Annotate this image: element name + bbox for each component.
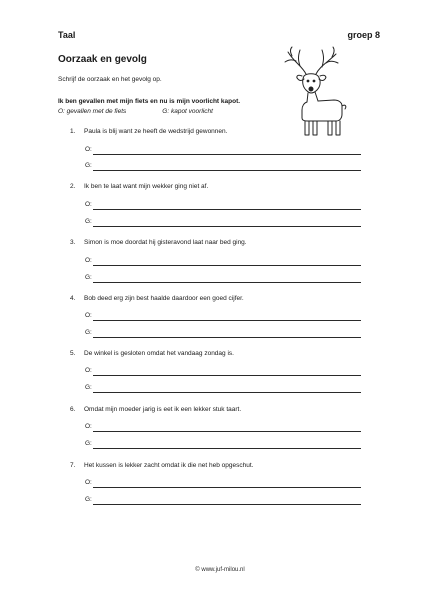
cause-label: O: bbox=[85, 312, 92, 319]
effect-label: G: bbox=[85, 384, 92, 391]
example-cause: O: gevallen met de fiets bbox=[58, 108, 127, 115]
reindeer-illustration bbox=[280, 46, 350, 138]
writing-line bbox=[93, 170, 361, 171]
writing-line bbox=[93, 320, 361, 321]
question-text: Omdat mijn moeder jarig is eet ik een lekker stuk taart. bbox=[84, 406, 242, 413]
writing-line bbox=[93, 154, 361, 155]
effect-answer-line-1[interactable] bbox=[85, 162, 361, 171]
example-effect: G: kapot voorlicht bbox=[162, 108, 213, 115]
cause-answer-line-1[interactable] bbox=[85, 146, 361, 155]
writing-line bbox=[93, 431, 361, 432]
question-number: 7. bbox=[70, 462, 76, 469]
writing-line bbox=[93, 487, 361, 488]
writing-line bbox=[93, 504, 361, 505]
effect-label: G: bbox=[85, 496, 92, 503]
cause-answer-line-3[interactable] bbox=[85, 257, 361, 266]
effect-label: G: bbox=[85, 440, 92, 447]
cause-answer-line-5[interactable] bbox=[85, 367, 361, 376]
cause-answer-line-2[interactable] bbox=[85, 201, 361, 210]
instruction-text: Schrijf de oorzaak en het gevolg op. bbox=[58, 76, 162, 83]
writing-line bbox=[93, 448, 361, 449]
effect-label: G: bbox=[85, 329, 92, 336]
writing-line bbox=[93, 226, 361, 227]
writing-line bbox=[93, 282, 361, 283]
group-label: groep 8 bbox=[347, 30, 380, 40]
question-number: 1. bbox=[70, 128, 76, 135]
question-3 bbox=[70, 239, 247, 246]
cause-answer-line-7[interactable] bbox=[85, 479, 361, 488]
question-4 bbox=[70, 295, 244, 302]
effect-answer-line-4[interactable] bbox=[85, 329, 361, 338]
question-2 bbox=[70, 183, 208, 190]
question-number: 6. bbox=[70, 406, 76, 413]
page-title: Oorzaak en gevolg bbox=[58, 54, 147, 65]
cause-label: O: bbox=[85, 367, 92, 374]
effect-answer-line-5[interactable] bbox=[85, 384, 361, 393]
cause-answer-line-4[interactable] bbox=[85, 312, 361, 321]
question-1 bbox=[70, 128, 227, 135]
question-text: Ik ben te laat want mijn wekker ging niet af. bbox=[84, 183, 209, 190]
question-number: 3. bbox=[70, 239, 76, 246]
footer-copyright: © www.juf-milou.nl bbox=[195, 567, 245, 573]
writing-line bbox=[93, 392, 361, 393]
question-6 bbox=[70, 406, 241, 413]
example-sentence: Ik ben gevallen met mijn fiets en nu is mijn voorlicht kapot. bbox=[58, 98, 241, 105]
question-number: 2. bbox=[70, 183, 76, 190]
question-5 bbox=[70, 350, 234, 357]
question-text: Paula is blij want ze heeft de wedstrijd gewonnen. bbox=[84, 128, 228, 135]
question-text: De winkel is gesloten omdat het vandaag zondag is. bbox=[84, 350, 234, 357]
question-text: Simon is moe doordat hij gisteravond laat naar bed ging. bbox=[84, 239, 247, 246]
writing-line bbox=[93, 375, 361, 376]
effect-label: G: bbox=[85, 162, 92, 169]
cause-label: O: bbox=[85, 146, 92, 153]
writing-line bbox=[93, 337, 361, 338]
subject-label: Taal bbox=[58, 30, 76, 40]
cause-answer-line-6[interactable] bbox=[85, 423, 361, 432]
example-answer bbox=[58, 108, 213, 115]
effect-answer-line-3[interactable] bbox=[85, 274, 361, 283]
effect-answer-line-2[interactable] bbox=[85, 218, 361, 227]
effect-answer-line-7[interactable] bbox=[85, 496, 361, 505]
question-text: Het kussen is lekker zacht omdat ik die net heb opgeschut. bbox=[84, 462, 254, 469]
writing-line bbox=[93, 209, 361, 210]
cause-label: O: bbox=[85, 201, 92, 208]
effect-label: G: bbox=[85, 218, 92, 225]
question-number: 4. bbox=[70, 295, 76, 302]
cause-label: O: bbox=[85, 479, 92, 486]
writing-line bbox=[93, 265, 361, 266]
cause-label: O: bbox=[85, 257, 92, 264]
effect-answer-line-6[interactable] bbox=[85, 440, 361, 449]
question-number: 5. bbox=[70, 350, 76, 357]
question-text: Bob deed erg zijn best haalde daardoor een goed cijfer. bbox=[84, 295, 244, 302]
effect-label: G: bbox=[85, 274, 92, 281]
cause-label: O: bbox=[85, 423, 92, 430]
question-7 bbox=[70, 462, 253, 469]
